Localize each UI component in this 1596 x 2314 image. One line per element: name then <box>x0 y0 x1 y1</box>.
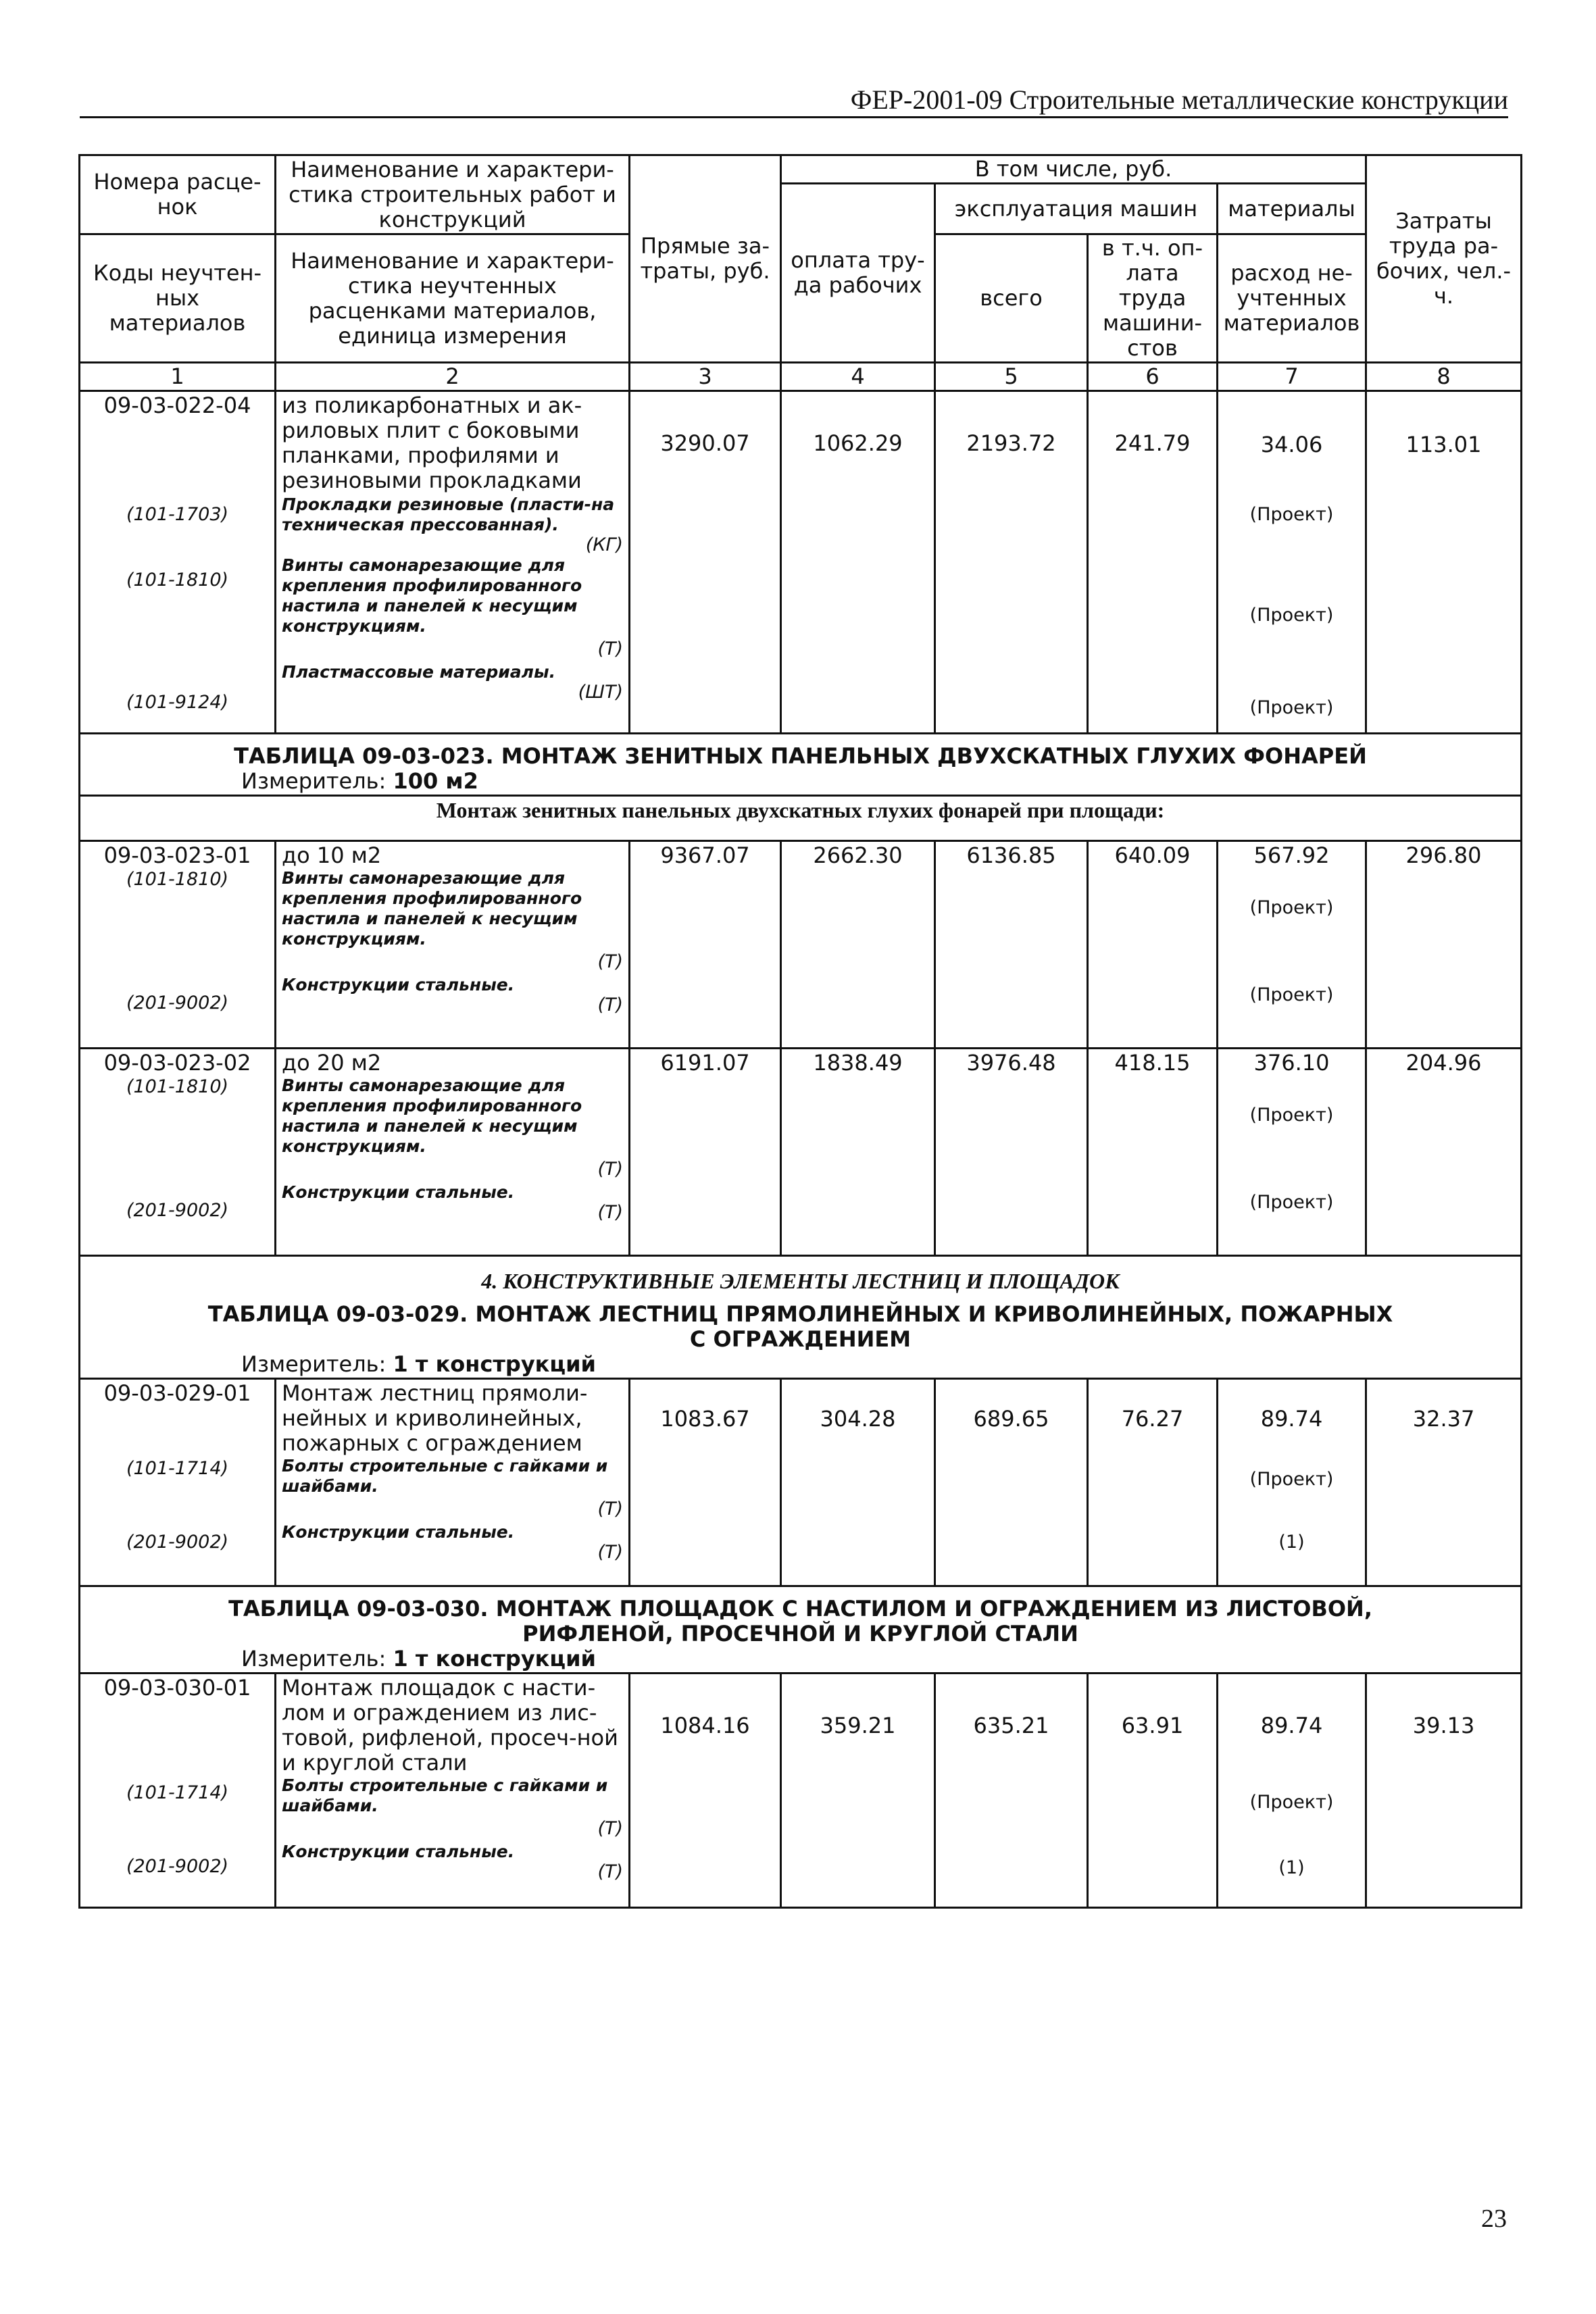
section-title: 4. КОНСТРУКТИВНЫЕ ЭЛЕМЕНТЫ ЛЕСТНИЦ И ПЛОЩАДОК <box>80 1256 1522 1296</box>
material-unit: (Т) <box>597 995 623 1015</box>
direct-costs: 3290.07 <box>660 430 750 456</box>
labor-hours: 296.80 <box>1405 842 1482 868</box>
header-rule <box>80 116 1508 118</box>
direct-costs: 6191.07 <box>660 1050 750 1076</box>
direct-costs: 1084.16 <box>660 1713 750 1738</box>
material-description: Винты самонарезающие для крепления профилированного настила и панелей к несущим конструкциям. <box>282 555 582 636</box>
material-unit: (Т) <box>597 951 623 972</box>
column-numbers-row <box>80 363 1522 391</box>
material-qty: (Проект) <box>1249 1105 1334 1126</box>
table-title-continuation: С ОГРАЖДЕНИЕМ <box>689 1326 912 1352</box>
material-description: Конструкции стальные. <box>282 975 515 995</box>
material-code: (201-9002) <box>126 1532 229 1553</box>
table-title-row <box>80 1586 1522 1674</box>
section-title-row <box>80 1256 1522 1296</box>
rate-code: 09-03-030-01 <box>103 1675 251 1701</box>
col-num: 5 <box>935 363 1088 391</box>
header-unaccounted-name: Наименование и характери-стика неучтенных расценками материалов, единица измерения <box>276 234 630 363</box>
col-num: 2 <box>276 363 630 391</box>
material-code: (101-1714) <box>126 1782 229 1803</box>
rate-row-09-03-023-02 <box>80 1049 1522 1256</box>
rate-row-09-03-022-04 <box>80 391 1522 734</box>
material-code: (101-1703) <box>126 504 229 525</box>
material-unit: (Т) <box>597 1499 623 1519</box>
direct-costs: 9367.07 <box>660 842 750 868</box>
material-code: (101-1810) <box>126 869 229 890</box>
machinists-pay: 76.27 <box>1121 1406 1184 1432</box>
material-code: (201-9002) <box>126 1856 229 1877</box>
measure-unit: Измеритель: 1 т конструкций <box>241 1351 596 1377</box>
machinists-pay: 63.91 <box>1121 1713 1184 1738</box>
header-row-1 <box>80 155 1522 184</box>
machines-total: 6136.85 <box>966 842 1056 868</box>
material-code: (201-9002) <box>126 992 229 1013</box>
labor-pay: 2662.30 <box>813 842 903 868</box>
material-unit: (Т) <box>597 1202 623 1223</box>
materials-cost: 89.74 <box>1260 1406 1323 1432</box>
table-title-row <box>80 734 1522 796</box>
material-code: (101-1810) <box>126 570 229 590</box>
work-description: Монтаж лестниц прямоли-нейных и криволинейных, пожарных с ограждением <box>282 1380 588 1456</box>
material-unit: (Т) <box>597 1861 623 1882</box>
material-description: Болты строительные с гайками и шайбами. <box>282 1776 608 1815</box>
labor-hours: 113.01 <box>1405 432 1482 457</box>
materials-cost: 567.92 <box>1253 842 1330 868</box>
header-unaccounted-codes: Коды неучтен-ных материалов <box>80 234 276 363</box>
material-unit: (Т) <box>597 1159 623 1180</box>
labor-pay: 359.21 <box>820 1713 896 1738</box>
page-number: 23 <box>1481 2205 1507 2233</box>
material-code: (201-9002) <box>126 1200 229 1221</box>
rate-code: 09-03-023-01 <box>103 842 251 868</box>
material-qty: (Проект) <box>1249 1792 1334 1813</box>
material-description: Болты строительные с гайками и шайбами. <box>282 1456 608 1496</box>
header-work-name: Наименование и характери-стика строительных работ и конструкций <box>276 155 630 234</box>
materials-cost: 34.06 <box>1260 432 1323 457</box>
header-direct-costs: Прямые за-траты, руб. <box>630 155 781 363</box>
col-num: 1 <box>80 363 276 391</box>
material-qty: (1) <box>1278 1857 1305 1878</box>
materials-cost: 89.74 <box>1260 1713 1323 1738</box>
material-qty: (Проект) <box>1249 897 1334 918</box>
header-including: В том числе, руб. <box>781 155 1366 184</box>
rate-code: 09-03-029-01 <box>103 1380 251 1406</box>
material-qty: (Проект) <box>1249 1192 1334 1213</box>
labor-hours: 39.13 <box>1412 1713 1475 1738</box>
work-description: Монтаж площадок с насти-лом и ограждением из лис-товой, рифленой, просеч-ной и круглой стали <box>282 1675 618 1776</box>
material-description: Пластмассовые материалы. <box>282 662 556 682</box>
header-machinists-pay: в т.ч. оп-лата труда машини-стов <box>1088 234 1218 363</box>
col-num: 3 <box>630 363 781 391</box>
machines-total: 3976.48 <box>966 1050 1056 1076</box>
direct-costs: 1083.67 <box>660 1406 750 1432</box>
material-description: Прокладки резиновые (пласти-на техническая прессованная). <box>282 495 615 534</box>
work-description: до 10 м2 <box>282 842 382 868</box>
rate-row-09-03-030-01 <box>80 1674 1522 1908</box>
material-code: (101-1714) <box>126 1458 229 1479</box>
header-labor-pay: оплата тру-да рабочих <box>781 184 935 363</box>
header-machines: эксплуатация машин <box>935 184 1218 234</box>
material-qty: (Проект) <box>1249 697 1334 718</box>
machines-total: 689.65 <box>973 1406 1049 1432</box>
machinists-pay: 418.15 <box>1114 1050 1191 1076</box>
table-subtitle: Монтаж зенитных панельных двухскатных глухих фонарей при площади: <box>80 796 1522 841</box>
labor-hours: 32.37 <box>1412 1406 1475 1432</box>
material-unit: (Т) <box>597 1542 623 1563</box>
machines-total: 635.21 <box>973 1713 1049 1738</box>
material-unit: (ШТ) <box>578 682 623 703</box>
running-header: ФЕР-2001-09 Строительные металлические конструкции <box>850 84 1508 115</box>
labor-pay: 1838.49 <box>813 1050 903 1076</box>
header-rate-numbers: Номера расце-нок <box>80 155 276 234</box>
material-code: (101-9124) <box>126 692 229 713</box>
material-description: Конструкции стальные. <box>282 1842 515 1861</box>
material-qty: (Проект) <box>1249 1469 1334 1490</box>
rate-code: 09-03-023-02 <box>103 1050 251 1076</box>
material-code: (101-1810) <box>126 1076 229 1097</box>
rates-table <box>78 154 1522 1909</box>
material-qty: (1) <box>1278 1532 1305 1553</box>
col-num: 4 <box>781 363 935 391</box>
header-unaccounted-materials: расход не-учтенных материалов <box>1218 234 1366 363</box>
work-description: из поликарбонатных и ак-риловых плит с боковыми планками, профилями и резиновыми прокладками <box>282 393 582 493</box>
rate-code: 09-03-022-04 <box>103 393 251 418</box>
measure-unit: Измеритель: 1 т конструкций <box>241 1646 596 1671</box>
material-description: Конструкции стальные. <box>282 1182 515 1202</box>
col-num: 7 <box>1218 363 1366 391</box>
material-qty: (Проект) <box>1249 984 1334 1005</box>
labor-pay: 304.28 <box>820 1406 896 1432</box>
work-description: до 20 м2 <box>282 1050 382 1076</box>
table-title: ТАБЛИЦА 09-03-023. МОНТАЖ ЗЕНИТНЫХ ПАНЕЛЬНЫХ ДВУХСКАТНЫХ ГЛУХИХ ФОНАРЕЙ <box>234 743 1367 769</box>
materials-cost: 376.10 <box>1253 1050 1330 1076</box>
rate-row-09-03-029-01 <box>80 1379 1522 1586</box>
measure-unit: Измеритель: 100 м2 <box>241 768 478 794</box>
table-subtitle-row <box>80 796 1522 841</box>
col-num: 6 <box>1088 363 1218 391</box>
table-title-continuation: РИФЛЕНОЙ, ПРОСЕЧНОЙ И КРУГЛОЙ СТАЛИ <box>522 1621 1078 1646</box>
material-description: Винты самонарезающие для крепления профилированного настила и панелей к несущим конструкциям. <box>282 868 582 949</box>
table-title: ТАБЛИЦА 09-03-030. МОНТАЖ ПЛОЩАДОК С НАСТИЛОМ И ОГРАЖДЕНИЕМ ИЗ ЛИСТОВОЙ, <box>228 1596 1372 1621</box>
material-unit: (КГ) <box>585 534 623 555</box>
table-title: ТАБЛИЦА 09-03-029. МОНТАЖ ЛЕСТНИЦ ПРЯМОЛИНЕЙНЫХ И КРИВОЛИНЕЙНЫХ, ПОЖАРНЫХ <box>207 1301 1393 1327</box>
machines-total: 2193.72 <box>966 430 1056 456</box>
material-qty: (Проект) <box>1249 605 1334 626</box>
material-description: Конструкции стальные. <box>282 1522 515 1542</box>
material-unit: (Т) <box>597 1818 623 1839</box>
machinists-pay: 640.09 <box>1114 842 1191 868</box>
table-title-row <box>80 1295 1522 1379</box>
header-labor-costs: Затраты труда ра-бочих, чел.-ч. <box>1366 155 1522 363</box>
material-unit: (Т) <box>597 638 623 659</box>
machinists-pay: 241.79 <box>1114 430 1191 456</box>
material-qty: (Проект) <box>1249 504 1334 525</box>
header-machines-total: всего <box>935 234 1088 363</box>
labor-hours: 204.96 <box>1405 1050 1482 1076</box>
rate-row-09-03-023-01 <box>80 841 1522 1049</box>
material-description: Винты самонарезающие для крепления профилированного настила и панелей к несущим конструкциям. <box>282 1076 582 1156</box>
col-num: 8 <box>1366 363 1522 391</box>
labor-pay: 1062.29 <box>813 430 903 456</box>
header-materials: материалы <box>1218 184 1366 234</box>
